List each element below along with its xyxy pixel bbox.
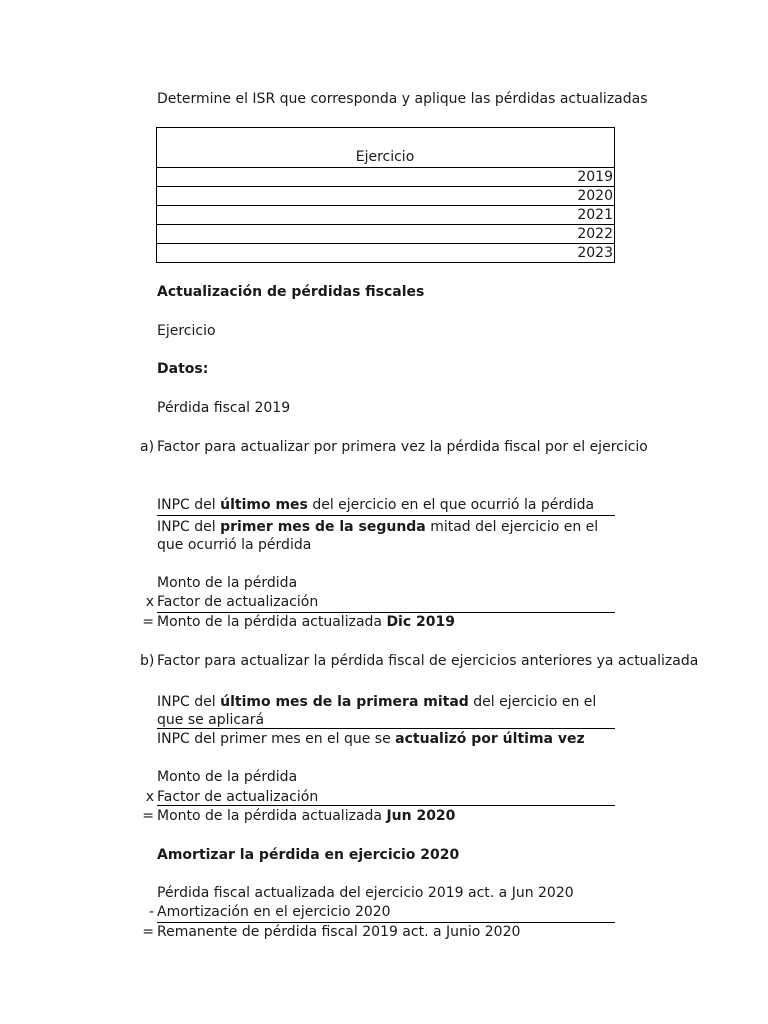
factor-a-denominator: INPC del primer mes de la segunda mitad del ejercicio en el que ocurrió la pérdida	[157, 519, 599, 553]
table-row	[157, 225, 615, 244]
table-header-row	[157, 128, 615, 168]
amortizacion-line: Amortización en el ejercicio 2020	[157, 904, 391, 920]
item-a-marker: a)	[140, 439, 155, 455]
factor-actualizacion-b: Factor de actualización	[157, 789, 319, 805]
factor-b-denominator: INPC del primer mes en el que se actualizó por última vez	[157, 731, 585, 747]
year-cell: 2019	[157, 168, 615, 187]
datos-label: Datos:	[157, 361, 209, 377]
item-b-text: Factor para actualizar la pérdida fiscal de ejercicios anteriores ya actualizada	[157, 653, 699, 669]
remanente-line: Remanente de pérdida fiscal 2019 act. a Junio 2020	[157, 924, 521, 940]
year-cell: 2020	[157, 187, 615, 206]
factor-a-numerator: INPC del último mes del ejercicio en el que ocurrió la pérdida	[157, 497, 595, 513]
table-row	[157, 168, 615, 187]
fraction-line-b	[157, 728, 615, 729]
multiply-marker-a: x	[145, 594, 154, 610]
years-table	[156, 127, 615, 263]
table-row	[157, 206, 615, 225]
factor-b-numerator: INPC del último mes de la primera mitad del ejercicio en el que se aplicará	[157, 694, 597, 728]
equals-marker-section2: =	[142, 924, 154, 940]
sum-line-b	[157, 805, 615, 806]
table-row	[157, 187, 615, 206]
table-header-ejercicio: Ejercicio	[157, 128, 615, 168]
equals-marker-a: =	[142, 614, 154, 630]
item-b-marker: b)	[140, 653, 155, 669]
year-cell: 2023	[157, 244, 615, 263]
year-cell: 2021	[157, 206, 615, 225]
perdida-fiscal-label: Pérdida fiscal 2019	[157, 400, 291, 416]
fraction-line-a	[157, 515, 615, 516]
factor-actualizacion-a: Factor de actualización	[157, 594, 319, 610]
intro-text: Determine el ISR que corresponda y aplique las pérdidas actualizadas	[157, 91, 648, 107]
section-title-amortizar: Amortizar la pérdida en ejercicio 2020	[157, 847, 460, 863]
monto-actualizado-a: Monto de la pérdida actualizada Dic 2019	[157, 614, 455, 630]
perdida-actualizada-line: Pérdida fiscal actualizada del ejercicio 2019 act. a Jun 2020	[157, 885, 574, 901]
monto-perdida-a: Monto de la pérdida	[157, 575, 298, 591]
minus-marker: -	[148, 904, 154, 920]
table-row	[157, 244, 615, 263]
monto-actualizado-b: Monto de la pérdida actualizada Jun 2020	[157, 808, 456, 824]
item-a-text: Factor para actualizar por primera vez la pérdida fiscal por el ejercicio	[157, 439, 648, 455]
section-title-actualizacion: Actualización de pérdidas fiscales	[157, 284, 425, 300]
equals-marker-b: =	[142, 808, 154, 824]
monto-perdida-b: Monto de la pérdida	[157, 769, 298, 785]
ejercicio-label: Ejercicio	[157, 323, 216, 339]
year-cell: 2022	[157, 225, 615, 244]
multiply-marker-b: x	[145, 789, 154, 805]
